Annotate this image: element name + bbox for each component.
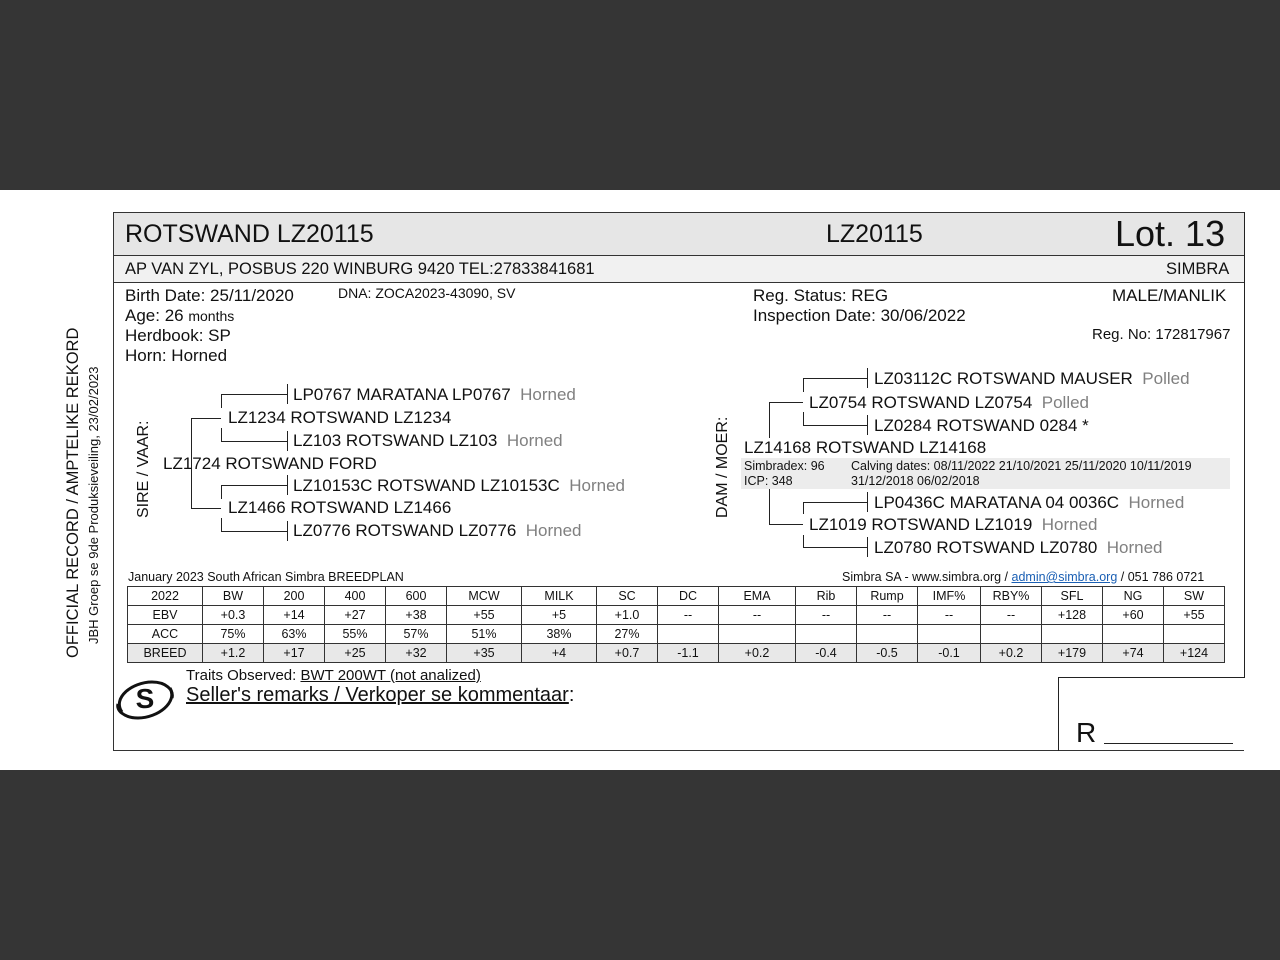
ebv-cell: 57% bbox=[386, 625, 447, 644]
contact-suffix: / 051 786 0721 bbox=[1120, 570, 1205, 584]
ebv-cell: +5 bbox=[522, 606, 597, 625]
ebv-cell bbox=[796, 625, 857, 644]
ebv-cell: +55 bbox=[447, 606, 522, 625]
dam-sire-dam bbox=[874, 416, 1089, 436]
ebv-cell: -- bbox=[658, 606, 719, 625]
ebv-row-label: EBV bbox=[128, 606, 203, 625]
ebv-column-header: BW bbox=[203, 587, 264, 606]
dam-name: LZ14168 ROTSWAND LZ14168 bbox=[744, 438, 987, 457]
auction-label: JBH Groep se 9de Produksieveiling, 23/02/2023 bbox=[86, 366, 101, 644]
horn-status: Polled bbox=[1142, 369, 1190, 388]
ebv-cell bbox=[1042, 625, 1103, 644]
ebv-column-header: MCW bbox=[447, 587, 522, 606]
horn-status: Polled bbox=[1041, 393, 1090, 412]
ebv-cell bbox=[1103, 625, 1164, 644]
calving-dates: Calving dates: 08/11/2022 21/10/2021 25/11/2020 10/11/2019 bbox=[851, 459, 1192, 473]
ebv-cell: +60 bbox=[1103, 606, 1164, 625]
ebv-cell: -1.1 bbox=[658, 644, 719, 663]
ebv-cell: -0.5 bbox=[857, 644, 918, 663]
ebv-column-header: SC bbox=[597, 587, 658, 606]
pedigree-name: LP0767 MARATANA LP0767 bbox=[293, 385, 511, 404]
ebv-row bbox=[128, 606, 1225, 625]
ebv-cell: +0.3 bbox=[203, 606, 264, 625]
ebv-row bbox=[128, 644, 1225, 663]
animal-name: ROTSWAND LZ20115 bbox=[125, 220, 374, 248]
ebv-column-header: Rib bbox=[796, 587, 857, 606]
sire-dam: LZ1466 ROTSWAND LZ1466 bbox=[228, 498, 452, 517]
owner-info: AP VAN ZYL, POSBUS 220 WINBURG 9420 TEL:27833841681 bbox=[125, 260, 595, 278]
dna-info: DNA: ZOCA2023-43090, SV bbox=[338, 285, 516, 301]
simbradex: Simbradex: 96 bbox=[744, 459, 825, 473]
breedplan-contact bbox=[842, 570, 1204, 584]
ebv-column-header: IMF% bbox=[918, 587, 981, 606]
price-label: R bbox=[1076, 717, 1097, 748]
pedigree-name: LZ10153C ROTSWAND LZ10153C bbox=[293, 476, 560, 495]
age-value: Age: 26 bbox=[125, 306, 184, 325]
horn-status: Horned bbox=[506, 431, 563, 450]
sire-side-label: SIRE / VAAR: bbox=[135, 420, 152, 518]
ebv-cell: 27% bbox=[597, 625, 658, 644]
ebv-cell: +179 bbox=[1042, 644, 1103, 663]
ebv-cell: +74 bbox=[1103, 644, 1164, 663]
ebv-column-header: SW bbox=[1164, 587, 1225, 606]
ebv-cell: +25 bbox=[325, 644, 386, 663]
ebv-header-row bbox=[128, 587, 1225, 606]
herdbook: Herdbook: SP bbox=[125, 326, 231, 345]
ebv-column-header: EMA bbox=[719, 587, 796, 606]
ebv-row-label: BREED bbox=[128, 644, 203, 663]
sire-sire-sire bbox=[293, 385, 576, 405]
dam-dam-sire bbox=[874, 493, 1184, 513]
breed-label: SIMBRA bbox=[1166, 260, 1230, 278]
icp: ICP: 348 bbox=[744, 474, 793, 488]
sex-label: MALE/MANLIK bbox=[1112, 286, 1227, 305]
ebv-cell: +0.7 bbox=[597, 644, 658, 663]
ebv-cell: +124 bbox=[1164, 644, 1225, 663]
ebv-row-label: ACC bbox=[128, 625, 203, 644]
ebv-cell: +27 bbox=[325, 606, 386, 625]
ebv-column-header: SFL bbox=[1042, 587, 1103, 606]
svg-text:S: S bbox=[135, 683, 155, 714]
remarks-colon: : bbox=[568, 684, 575, 706]
ebv-column-header: RBY% bbox=[981, 587, 1042, 606]
simbra-logo-icon bbox=[114, 676, 176, 722]
ebv-column-header: 200 bbox=[264, 587, 325, 606]
traits-label: Traits Observed: bbox=[186, 667, 297, 684]
pedigree-name: LZ1019 ROTSWAND LZ1019 bbox=[809, 515, 1033, 534]
contact-prefix: Simbra SA - www.simbra.org / bbox=[842, 570, 1009, 584]
dam-sire-sire bbox=[874, 369, 1190, 389]
dam-side-label: DAM / MOER: bbox=[714, 416, 731, 518]
horn-status: Horned bbox=[525, 521, 582, 540]
age-unit: months bbox=[188, 308, 235, 324]
calving-dates-line2: 31/12/2018 06/02/2018 bbox=[851, 474, 980, 488]
ebv-cell: +1.0 bbox=[597, 606, 658, 625]
official-record-label: OFFICIAL RECORD / AMPTELIKE REKORD bbox=[64, 327, 82, 658]
horn-status: Horned bbox=[1041, 515, 1098, 534]
ebv-column-header: 600 bbox=[386, 587, 447, 606]
ebv-cell: +0.2 bbox=[719, 644, 796, 663]
ebv-cell: -- bbox=[918, 606, 981, 625]
ebv-cell bbox=[719, 625, 796, 644]
birth-date: Birth Date: 25/11/2020 bbox=[125, 286, 294, 305]
ebv-cell: +0.2 bbox=[981, 644, 1042, 663]
seller-remarks bbox=[186, 684, 574, 707]
ebv-cell bbox=[857, 625, 918, 644]
ebv-column-header: DC bbox=[658, 587, 719, 606]
ebv-cell bbox=[658, 625, 719, 644]
remarks-label: Seller's remarks / Verkoper se kommentaar bbox=[186, 684, 569, 706]
pedigree-name: LZ0776 ROTSWAND LZ0776 bbox=[293, 521, 517, 540]
ebv-column-header: MILK bbox=[522, 587, 597, 606]
age bbox=[125, 306, 234, 326]
dam-dam-dam bbox=[874, 538, 1163, 558]
horn-status: Horn: Horned bbox=[125, 346, 228, 365]
pedigree-name: LZ03112C ROTSWAND MAUSER bbox=[874, 369, 1133, 388]
ebv-table bbox=[127, 586, 1225, 663]
ebv-cell: 63% bbox=[264, 625, 325, 644]
sire-dam-sire bbox=[293, 476, 625, 496]
ebv-column-header: NG bbox=[1103, 587, 1164, 606]
animal-tag: LZ20115 bbox=[826, 220, 923, 248]
ebv-cell bbox=[918, 625, 981, 644]
lot-number: Lot. 13 bbox=[1115, 213, 1226, 254]
ebv-cell: +32 bbox=[386, 644, 447, 663]
dam-sire bbox=[809, 393, 1089, 413]
sire-sire-dam bbox=[293, 431, 563, 451]
pedigree-name: LZ0780 ROTSWAND LZ0780 bbox=[874, 538, 1098, 557]
dam-dam bbox=[809, 515, 1098, 535]
breedplan-title: January 2023 South African Simbra BREEDPLAN bbox=[128, 570, 404, 584]
price-field[interactable] bbox=[1104, 743, 1233, 744]
ebv-cell: +14 bbox=[264, 606, 325, 625]
sire-sire: LZ1234 ROTSWAND LZ1234 bbox=[228, 408, 452, 427]
ebv-cell: +35 bbox=[447, 644, 522, 663]
inspection-date: Inspection Date: 30/06/2022 bbox=[753, 306, 966, 325]
ebv-cell: +55 bbox=[1164, 606, 1225, 625]
traits-value: BWT 200WT (not analized) bbox=[300, 667, 481, 684]
ebv-cell: +128 bbox=[1042, 606, 1103, 625]
ebv-column-header: 2022 bbox=[128, 587, 203, 606]
ebv-cell: +1.2 bbox=[203, 644, 264, 663]
ebv-cell: -- bbox=[981, 606, 1042, 625]
reg-status: Reg. Status: REG bbox=[753, 286, 889, 305]
ebv-cell: 55% bbox=[325, 625, 386, 644]
traits-observed bbox=[186, 667, 481, 684]
ebv-cell: -- bbox=[857, 606, 918, 625]
ebv-row bbox=[128, 625, 1225, 644]
ebv-column-header: Rump bbox=[857, 587, 918, 606]
reg-number: Reg. No: 172817967 bbox=[1092, 326, 1231, 343]
ebv-cell: 75% bbox=[203, 625, 264, 644]
ebv-cell: +4 bbox=[522, 644, 597, 663]
ebv-cell: +38 bbox=[386, 606, 447, 625]
pedigree-name: LZ0284 ROTSWAND 0284 * bbox=[874, 416, 1089, 435]
sire-dam-dam bbox=[293, 521, 582, 541]
ebv-cell: -0.1 bbox=[918, 644, 981, 663]
ebv-cell bbox=[981, 625, 1042, 644]
ebv-cell: 38% bbox=[522, 625, 597, 644]
horn-status: Horned bbox=[1106, 538, 1163, 557]
pedigree-name: LZ103 ROTSWAND LZ103 bbox=[293, 431, 498, 450]
ebv-cell bbox=[1164, 625, 1225, 644]
pedigree-name: LZ0754 ROTSWAND LZ0754 bbox=[809, 393, 1033, 412]
horn-status: Horned bbox=[569, 476, 625, 495]
ebv-cell: -- bbox=[719, 606, 796, 625]
horn-status: Horned bbox=[1128, 493, 1185, 512]
ebv-cell: -0.4 bbox=[796, 644, 857, 663]
email-link[interactable]: admin@simbra.org bbox=[1011, 570, 1118, 584]
ebv-cell: -- bbox=[796, 606, 857, 625]
ebv-column-header: 400 bbox=[325, 587, 386, 606]
pedigree-name: LP0436C MARATANA 04 0036C bbox=[874, 493, 1120, 512]
sire-name: LZ1724 ROTSWAND FORD bbox=[163, 454, 377, 473]
ebv-cell: +17 bbox=[264, 644, 325, 663]
horn-status: Horned bbox=[520, 385, 576, 404]
ebv-cell: 51% bbox=[447, 625, 522, 644]
